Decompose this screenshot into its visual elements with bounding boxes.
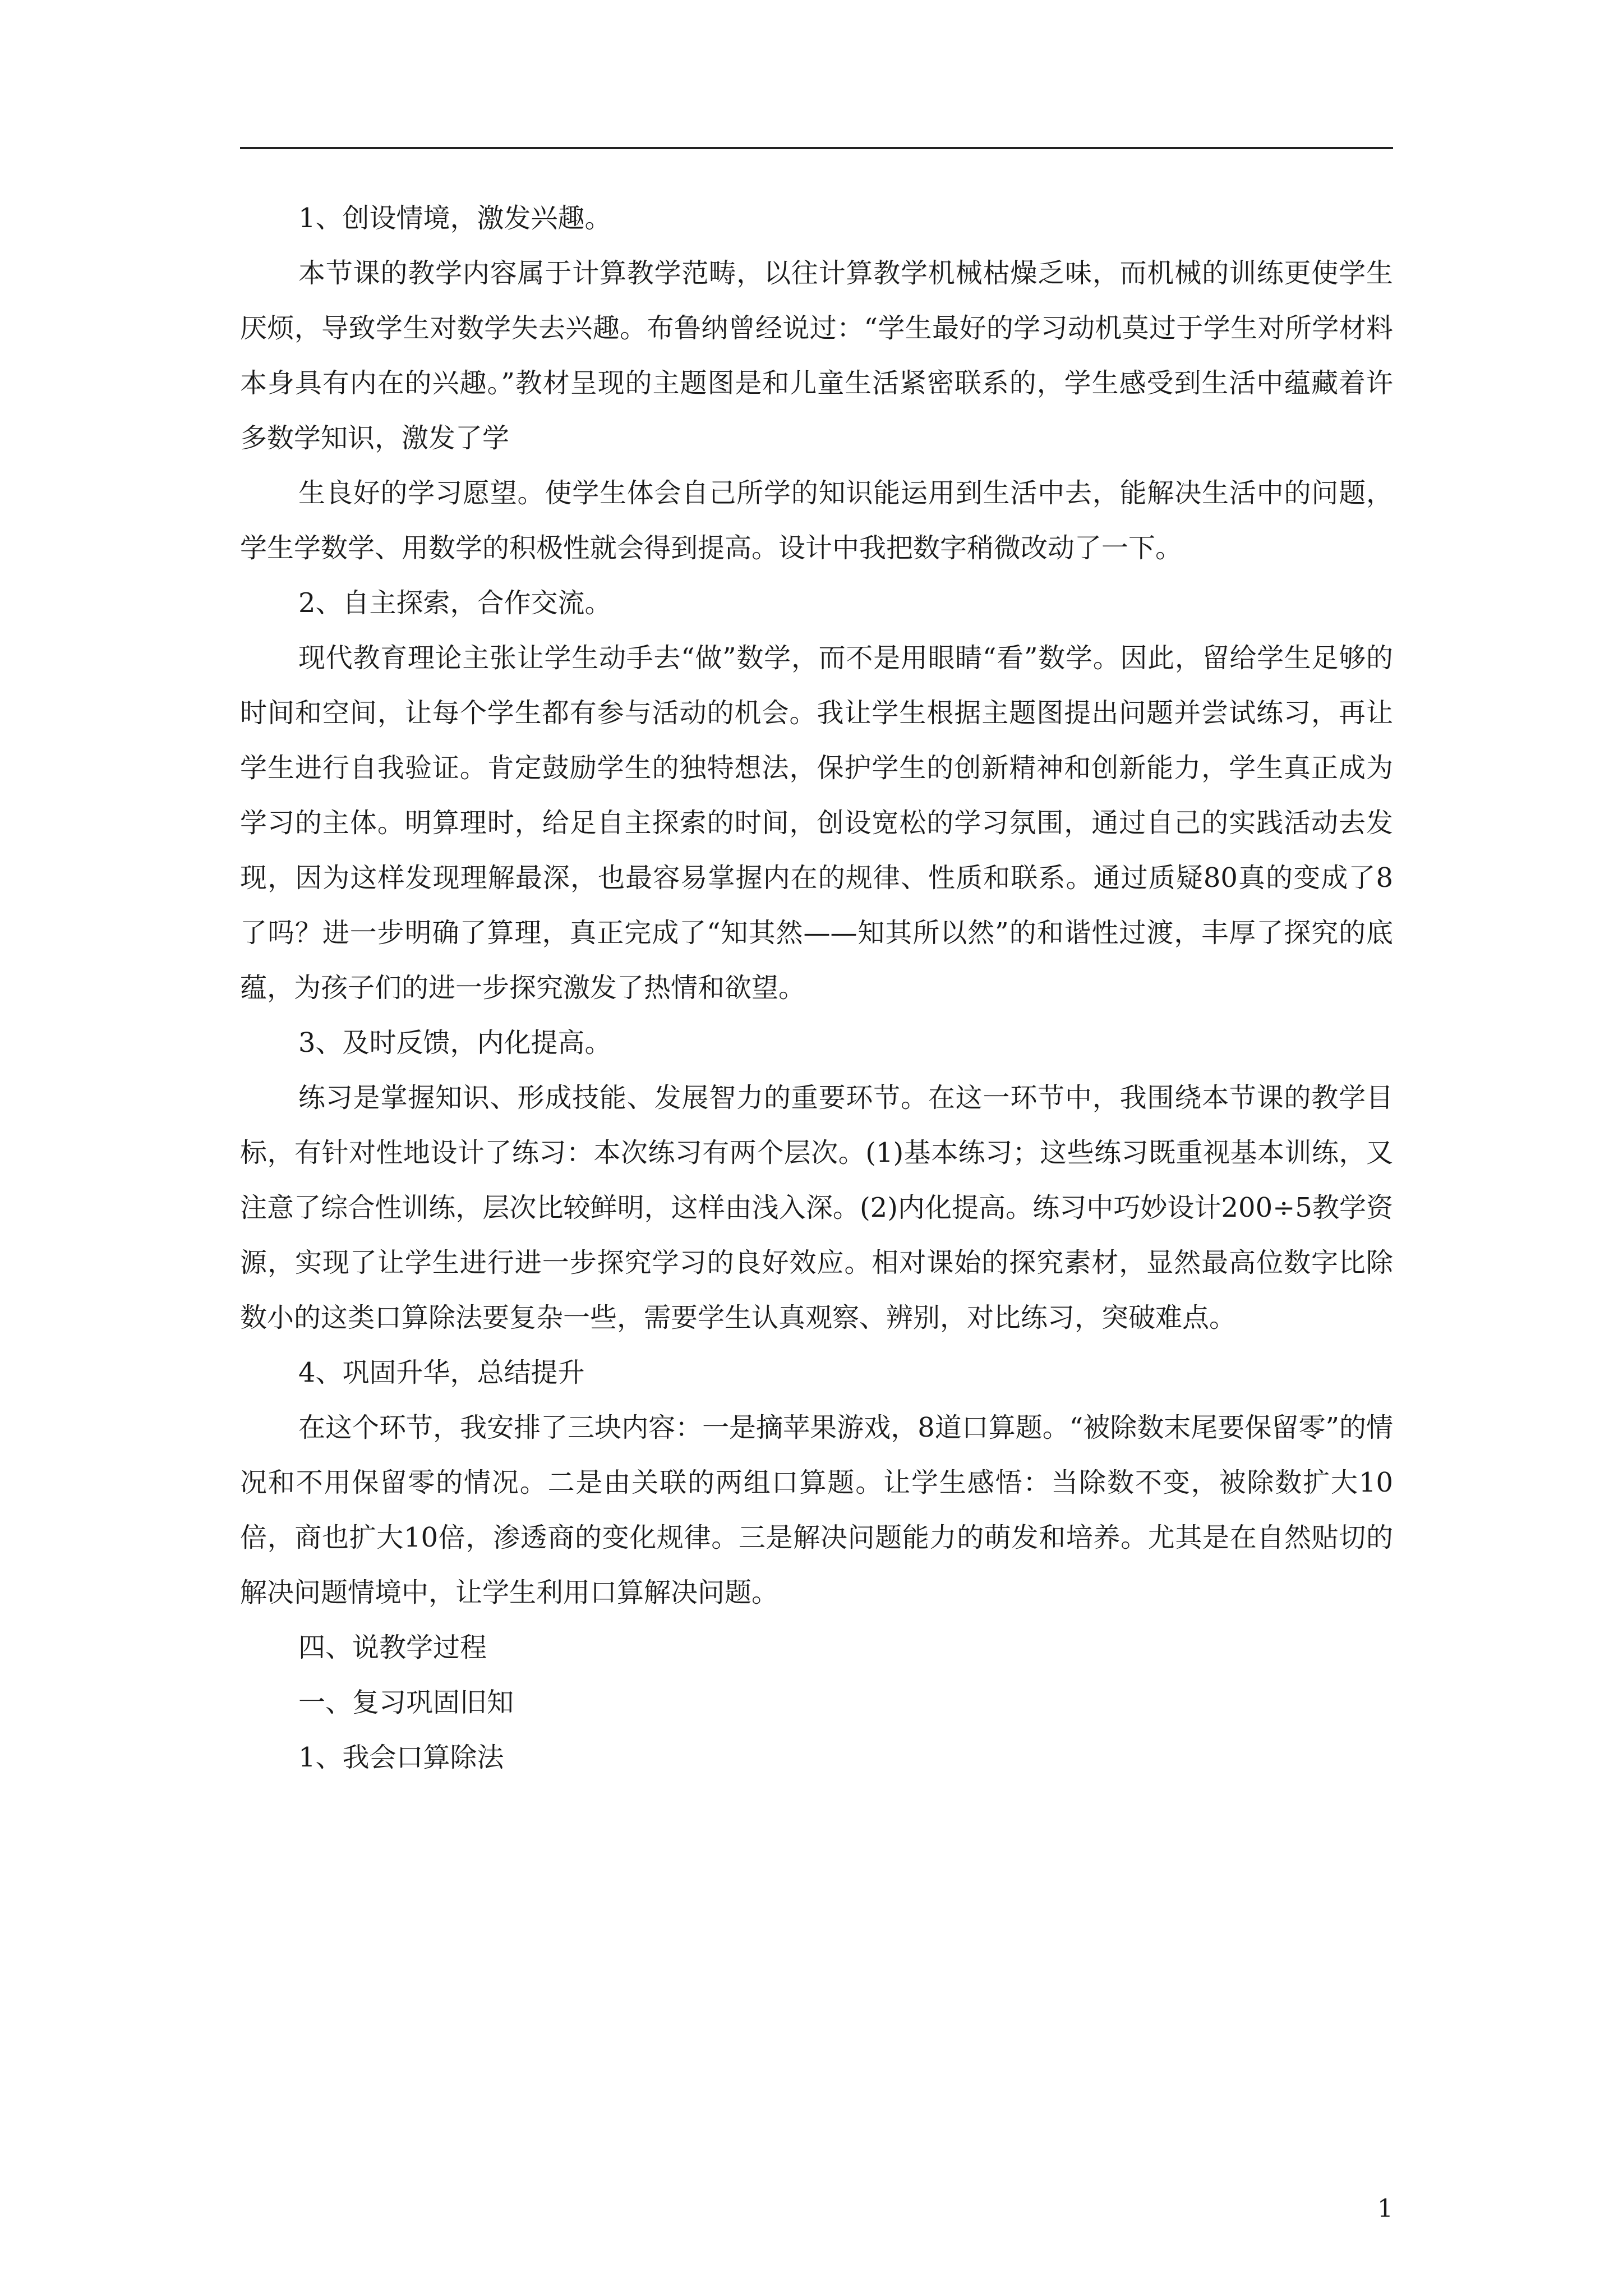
section-heading-2: 2、自主探索，合作交流。 [298, 587, 612, 619]
chapter-heading: 四、说教学过程 [298, 1632, 487, 1663]
section-heading-1: 1、创设情境，激发兴趣。 [298, 203, 612, 234]
body-paragraph: 在这个环节，我安排了三块内容：一是摘苹果游戏，8道口算题。“被除数末尾要保留零”的情况和不用保留零的情况。二是由关联的两组口算题。让学生感悟：当除数不变，被除数扩大10倍，商也扩大10倍，渗透商的变化规律。三是解决问题能力的萌发和培养。尤其是在自然贴切的解决问题情境中，让学生利用口算解决问题。 [240, 1412, 1393, 1608]
body-paragraph: 现代教育理论主张让学生动手去“做”数学，而不是用眼睛“看”数学。因此，留给学生足够的时间和空间，让每个学生都有参与活动的机会。我让学生根据主题图提出问题并尝试练习，再让学生进行自我验证。肯定鼓励学生的独特想法，保护学生的创新精神和创新能力，学生真正成为学习的主体。明算理时，给足自主探索的时间，创设宽松的学习氛围，通过自己的实践活动去发现，因为这样发现理解最深，也最容易掌握内在的规律、性质和联系。通过质疑80真的变成了8了吗？进一步明确了算理，真正完成了“知其然——知其所以然”的和谐性过渡，丰厚了探究的底蕴，为孩子们的进一步探究激发了热情和欲望。 [240, 642, 1393, 1004]
item-heading: 1、我会口算除法 [298, 1742, 504, 1773]
section-heading-3: 3、及时反馈，内化提高。 [298, 1027, 612, 1059]
header-rule [240, 147, 1393, 149]
body-paragraph: 练习是掌握知识、形成技能、发展智力的重要环节。在这一环节中，我围绕本节课的教学目标，有针对性地设计了练习：本次练习有两个层次。(1)基本练习；这些练习既重视基本训练，又注意了综合性训练，层次比较鲜明，这样由浅入深。(2)内化提高。练习中巧妙设计200÷5教学资源，实现了让学生进行进一步探究学习的良好效应。相对课始的探究素材，显然最高位数字比除数小的这类口算除法要复杂一些，需要学生认真观察、辨别，对比练习，突破难点。 [240, 1082, 1393, 1333]
section-heading-4: 4、巩固升华，总结提升 [298, 1357, 585, 1388]
body-paragraph: 生良好的学习愿望。使学生体会自己所学的知识能运用到生活中去，能解决生活中的问题，学生学数学、用数学的积极性就会得到提高。设计中我把数字稍微改动了一下。 [240, 477, 1393, 564]
body-paragraph: 本节课的教学内容属于计算教学范畴，以往计算教学机械枯燥乏味，而机械的训练更使学生厌烦，导致学生对数学失去兴趣。布鲁纳曾经说过：“学生最好的学习动机莫过于学生对所学材料本身具有内在的兴趣。”教材呈现的主题图是和儿童生活紧密联系的，学生感受到生活中蕴藏着许多数学知识，激发了学 [240, 257, 1393, 454]
page-number: 1 [1377, 2194, 1393, 2223]
subsection-heading: 一、复习巩固旧知 [298, 1687, 514, 1718]
document-body [240, 191, 1393, 1785]
